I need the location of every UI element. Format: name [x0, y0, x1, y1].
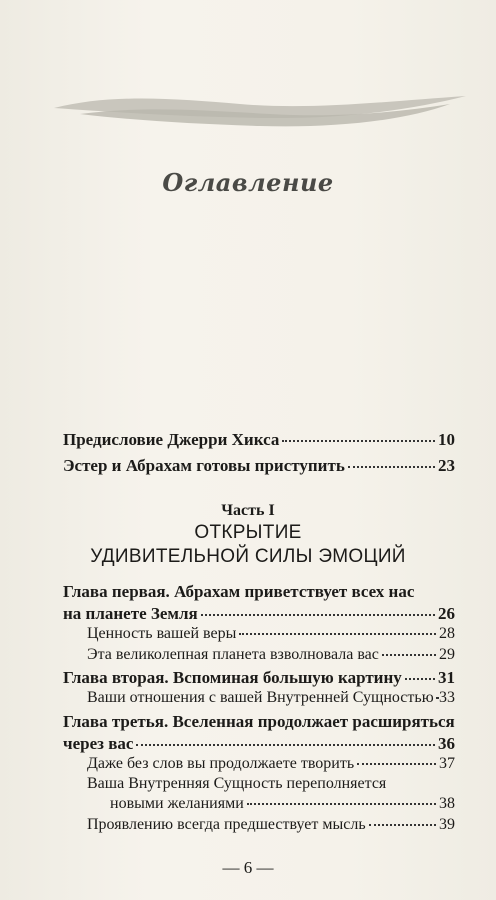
part-label: Часть I [221, 502, 275, 519]
toc-entry-section[interactable] [87, 755, 455, 773]
toc-entry-section[interactable] [87, 689, 455, 707]
toc-entry-section[interactable] [110, 795, 455, 813]
chapter-3-title-line1[interactable]: Глава третья. Вселенная продолжает расширяться [63, 712, 455, 731]
dot-leader [247, 803, 436, 805]
toc-page-number: 38 [439, 795, 455, 812]
toc-page-number: 36 [438, 734, 455, 753]
page-title: Оглавление [162, 168, 334, 197]
toc-entry-label: через вас [63, 734, 134, 753]
part-title-line2: УДИВИТЕЛЬНОЙ СИЛЫ ЭМОЦИЙ [90, 546, 406, 567]
toc-page-number: 39 [439, 816, 455, 833]
dot-leader [405, 678, 435, 680]
toc-page-number: 33 [439, 689, 455, 706]
toc-entry-label: Ценность вашей веры [87, 625, 237, 642]
toc-entry-section[interactable] [87, 625, 455, 643]
toc-page-number: 37 [439, 755, 455, 772]
toc-entry-chapter-2[interactable] [63, 668, 455, 688]
dot-leader [239, 633, 436, 635]
toc-page-number: 23 [438, 456, 455, 475]
toc-entry-label: Ваши отношения с вашей Внутренней Сущностью [87, 689, 434, 706]
dot-leader [382, 654, 436, 656]
toc-page-number: 29 [439, 646, 455, 663]
section-title-line1[interactable]: Ваша Внутренняя Сущность переполняется [87, 775, 387, 792]
toc-entry-section[interactable] [87, 816, 455, 834]
decorative-swash-ornament [50, 88, 470, 134]
dot-leader [282, 440, 435, 442]
part-title-line1: ОТКРЫТИЕ [194, 522, 302, 543]
toc-entry-label: Даже без слов вы продолжаете творить [87, 755, 355, 772]
dot-leader [436, 697, 437, 699]
toc-entry-label: новыми желаниями [110, 795, 244, 812]
toc-entry-preface[interactable] [63, 430, 455, 450]
toc-entry-label: Предисловие Джерри Хикса [63, 430, 280, 449]
dot-leader [357, 763, 436, 765]
page-number-footer: — 6 — [222, 858, 274, 877]
toc-entry-chapter-3[interactable] [63, 734, 455, 754]
toc-entry-label: Глава вторая. Вспоминая большую картину [63, 668, 402, 687]
toc-page-number: 28 [439, 625, 455, 642]
toc-entry-label: Эстер и Абрахам готовы приступить [63, 456, 345, 475]
dot-leader [136, 744, 435, 746]
toc-entry-intro[interactable] [63, 456, 455, 476]
toc-entry-section[interactable] [87, 646, 455, 664]
chapter-1-title-line1[interactable]: Глава первая. Абрахам приветствует всех нас [63, 582, 415, 601]
toc-entry-chapter-1[interactable] [63, 604, 455, 624]
dot-leader [348, 466, 435, 468]
dot-leader [201, 614, 435, 616]
toc-page-number: 26 [438, 604, 455, 623]
toc-entry-label: на планете Земля [63, 604, 198, 623]
toc-entry-label: Эта великолепная планета взволновала вас [87, 646, 379, 663]
dot-leader [369, 824, 436, 826]
toc-entry-label: Проявлению всегда предшествует мысль [87, 816, 366, 833]
toc-page-number: 10 [438, 430, 455, 449]
toc-page-number: 31 [438, 668, 455, 687]
